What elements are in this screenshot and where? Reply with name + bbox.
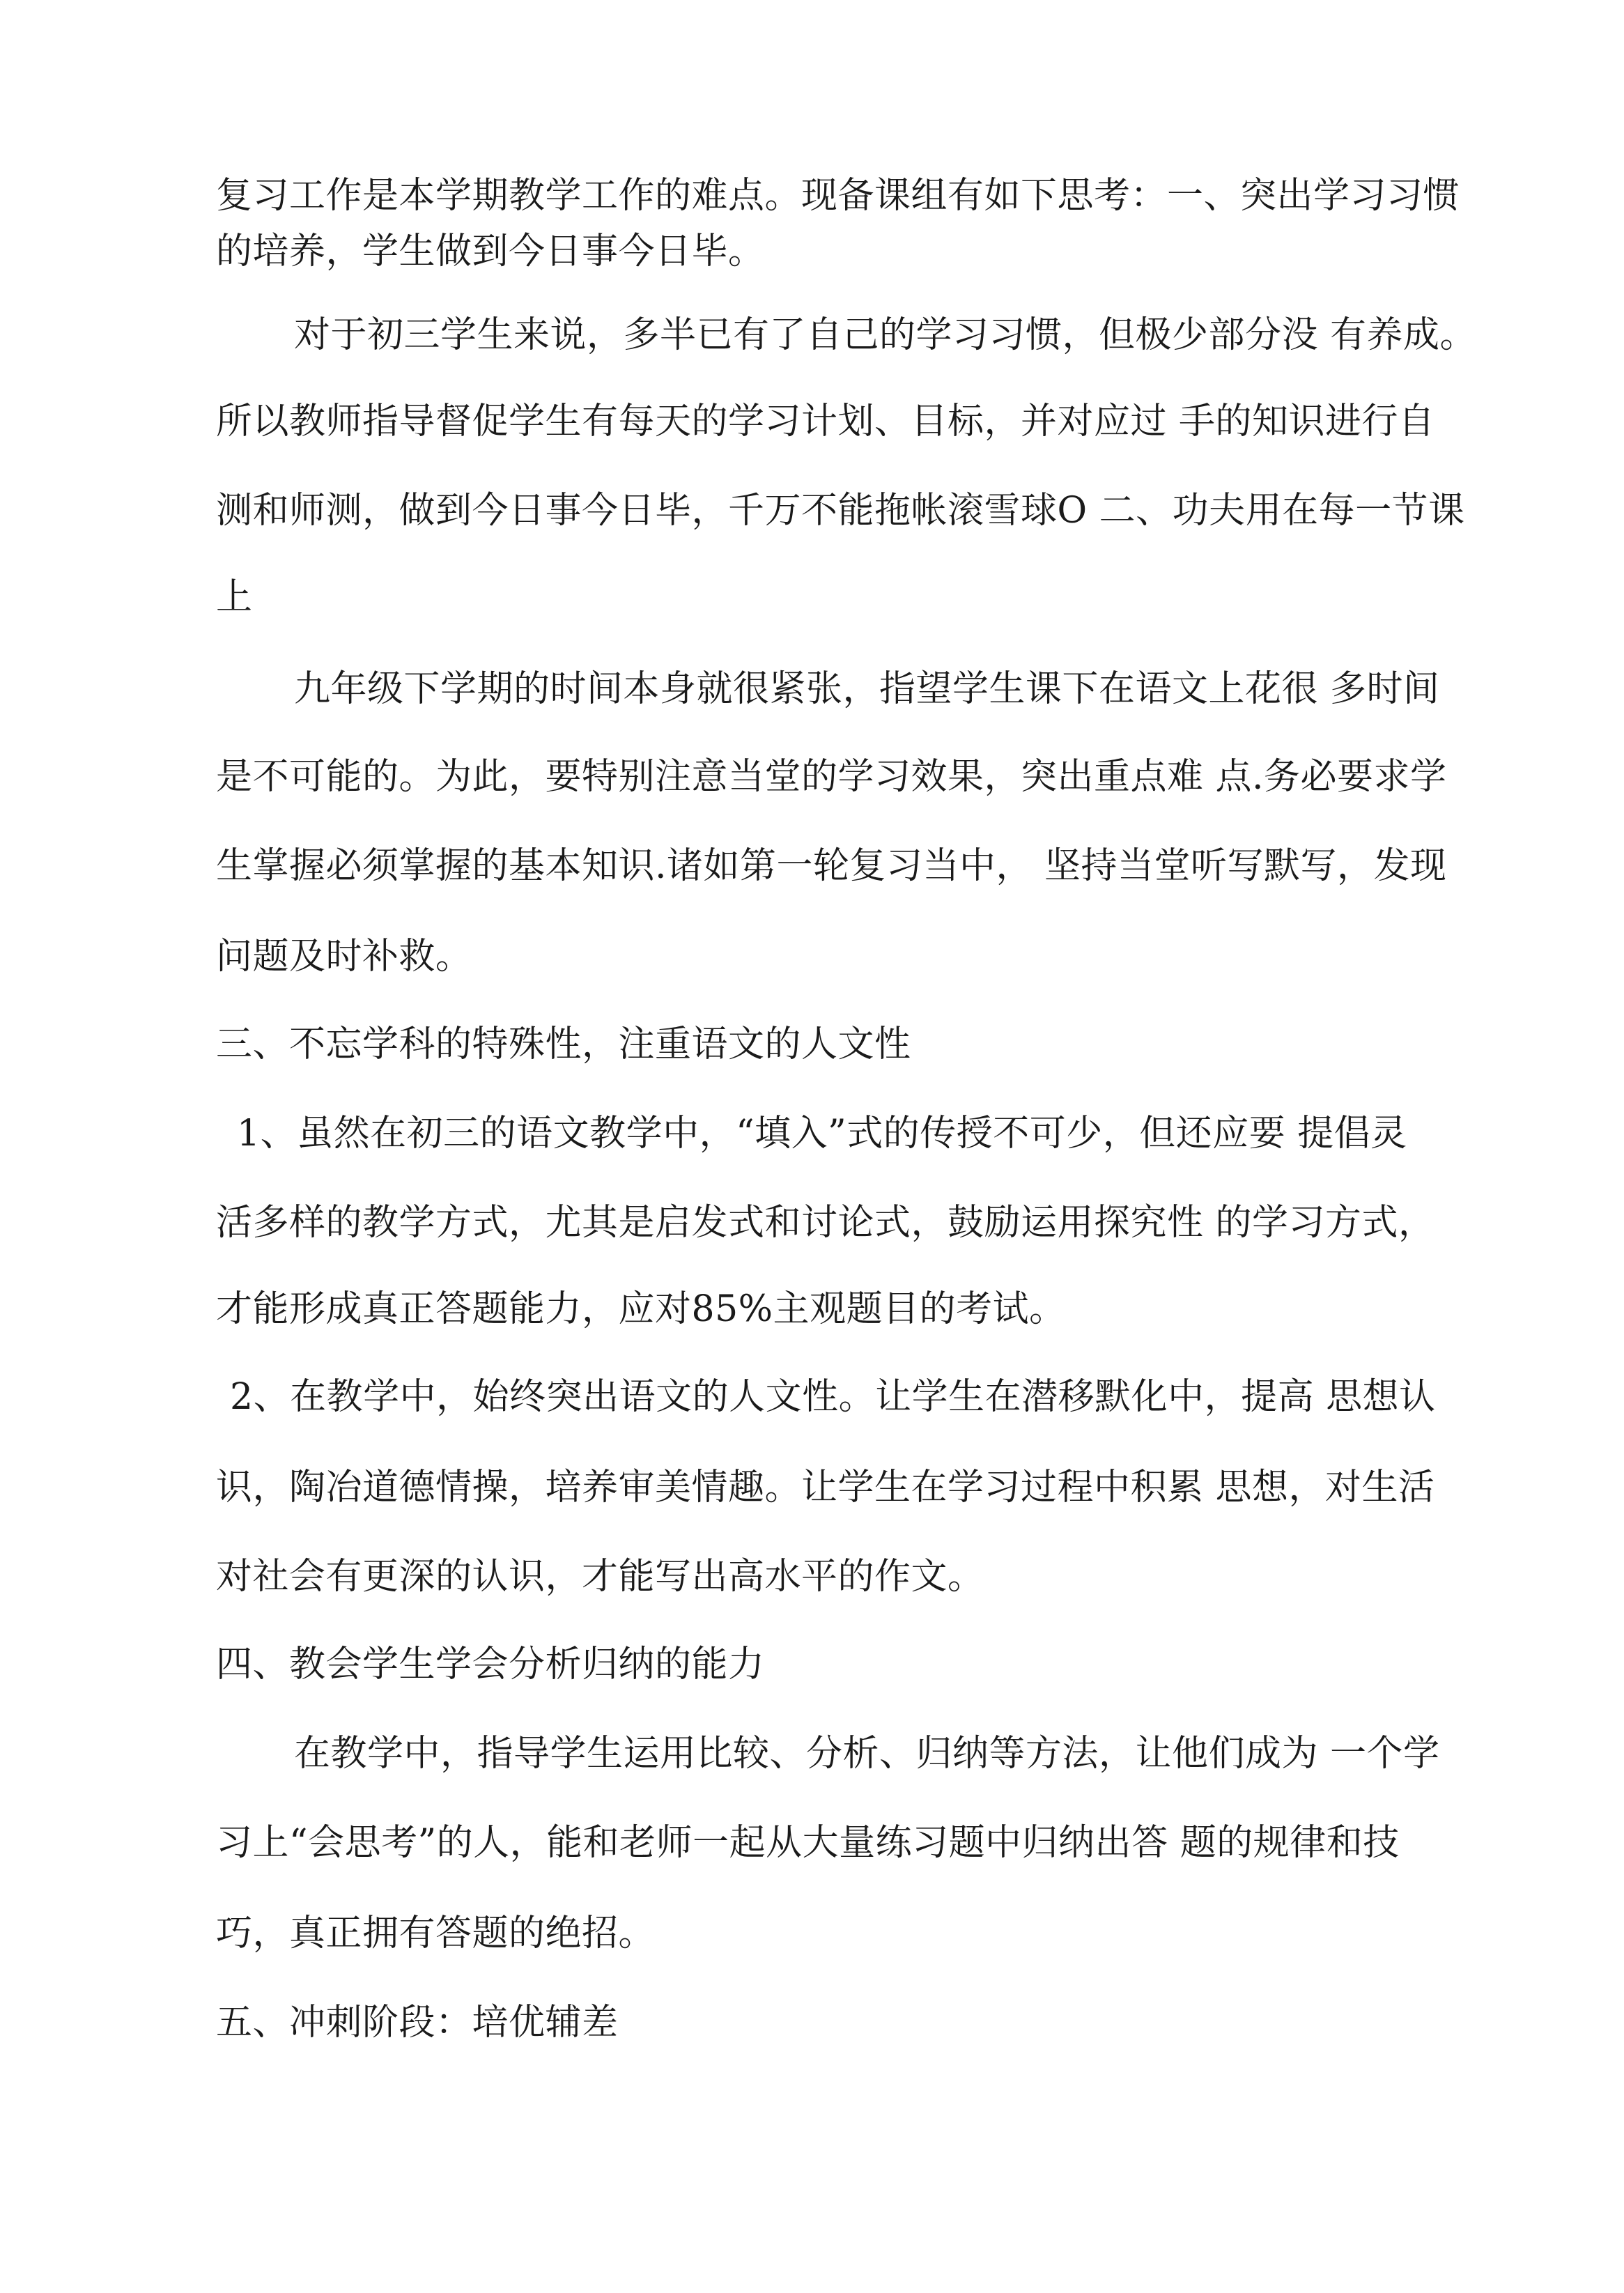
text-line-16: 识，陶冶道德情操，培养审美情趣。让学生在学习过程中积累 思想，对生活	[216, 1467, 1435, 1508]
text-line-5: 测和师测，做到今日事今日毕，千万不能拖帐滚雪球O 二、功夫用在每一节课	[216, 490, 1465, 532]
text-line-21: 巧，真正拥有答题的绝招。	[216, 1913, 656, 1954]
text-line-13: 活多样的教学方式，尤其是启发式和讨论式，鼓励运用探究性 的学习方式，	[216, 1202, 1435, 1244]
text-line-2: 的培养，学生做到今日事今日毕。	[216, 231, 765, 272]
text-line-1: 复习工作是本学期教学工作的难点。现备课组有如下思考：一、突出学习习惯	[216, 175, 1460, 217]
text-line-8: 是不可能的。为此，要特别注意当堂的学习效果，突出重点难 点.务必要求学	[216, 756, 1447, 798]
section-heading-5: 五、冲刺阶段：培优辅差	[216, 2002, 619, 2044]
text-line-7: 九年级下学期的时间本身就很紧张，指望学生课下在语文上花很 多时间	[294, 668, 1440, 710]
text-line-10: 问题及时补救。	[216, 936, 472, 978]
text-line-20: 习上“会思考”的人，能和老师一起从大量练习题中归纳出答 题的规律和技	[216, 1822, 1400, 1864]
section-heading-4: 四、教会学生学会分析归纳的能力	[216, 1644, 765, 1685]
text-line-3: 对于初三学生来说，多半已有了自己的学习习惯，但极少部分没 有养成。	[294, 314, 1477, 356]
text-line-12: 1、虽然在初三的语文教学中，“填入”式的传授不可少，但还应要 提倡灵	[237, 1113, 1407, 1155]
text-line-6: 上	[216, 576, 253, 618]
text-line-17: 对社会有更深的认识，才能写出高水平的作文。	[216, 1556, 984, 1598]
section-heading-3: 三、不忘学科的特殊性，注重语文的人文性	[216, 1024, 911, 1065]
text-line-14: 才能形成真正答题能力，应对85%主观题目的考试。	[216, 1288, 1066, 1330]
text-line-4: 所以教师指导督促学生有每天的学习计划、目标，并对应过 手的知识进行自	[216, 401, 1435, 442]
text-line-9: 生掌握必须掌握的基本知识.诸如第一轮复习当中， 坚持当堂听写默写，发现	[216, 845, 1447, 887]
text-line-15: 2、在教学中，始终突出语文的人文性。让学生在潜移默化中，提高 思想认	[230, 1376, 1436, 1418]
text-line-19: 在教学中，指导学生运用比较、分析、归纳等方法，让他们成为 一个学	[294, 1733, 1440, 1775]
